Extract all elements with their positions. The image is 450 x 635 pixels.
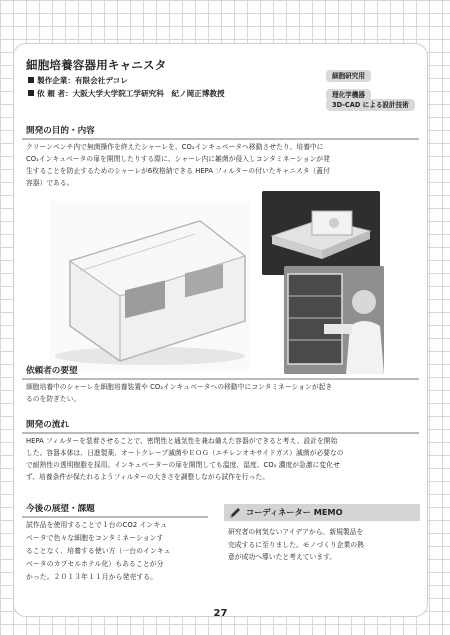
text-line: 意が成功へ導いたと考えています。 (228, 553, 337, 561)
memo-text (228, 526, 418, 564)
text-line: 完成するに至りました。モノづくり企業の熱 (228, 540, 364, 549)
text-line: 試作品を使用することで１台のCO2 インキュ (26, 521, 168, 529)
bullet-square-icon (28, 90, 34, 96)
section-heading-request: 依頼者の要望 (26, 366, 78, 376)
client-line (28, 88, 225, 99)
tag-technology: 3D-CAD による設計技術 (326, 99, 415, 111)
company-line (28, 75, 128, 86)
incubator-photo (284, 266, 384, 374)
section-heading-purpose: 開発の目的・内容 (26, 126, 95, 136)
text-line: るのを防ぎたい。 (26, 395, 81, 403)
memo-title (224, 504, 420, 521)
page-number: 27 (213, 608, 228, 619)
text-line: 研究者の何気ないアイデアから、新規製品を (228, 528, 364, 536)
page-title: 細胞培養容器用キャニスタ (26, 58, 167, 72)
tag-science-equipment: 理化学機器 (326, 89, 371, 101)
tag-cell-research: 細胞研究用 (326, 70, 371, 82)
client-text: 依 頼 者：大阪大学大学院工学研究科 紀ノ岡正博教授 (37, 89, 225, 98)
divider (22, 138, 419, 140)
text-line: CO₂インキュベータの扉を開閉したりする際に、シャーレ内に雑菌が侵入しコンタミネーションが発 (26, 155, 330, 163)
text-line: ることなく、培養する使い方（一台のインキュ (26, 547, 171, 555)
text-line: ベータで色々な細胞をコンタミネーションす (26, 534, 164, 542)
text-line: ず、培養条件が保たれるようフィルターの大きさを調整しながら試作を行った。 (26, 473, 270, 481)
section-heading-flow: 開発の流れ (26, 420, 69, 430)
company-text: 製作企業：有限会社デコレ (37, 76, 128, 85)
text-line: 容器）である。 (26, 179, 74, 187)
coordinator-memo (224, 504, 420, 588)
outlook-text (26, 519, 216, 584)
pencil-icon (228, 506, 242, 520)
tech-tag-wrap (326, 92, 415, 111)
text-line: で耐熱性の透明樹脂を採用。インキュベーターの扉を開閉しても温度、湿度、CO₂ 濃度が急激に変化せ (26, 461, 340, 469)
text-line: 細胞培養中のシャーレを細胞培養装置や CO₂インキュベータへの移動中にコンタミネーションが起き (26, 383, 333, 391)
request-text (26, 381, 416, 405)
memo-title-text: コーディネーター MEMO (246, 507, 343, 517)
page-panel (14, 44, 427, 619)
text-line: 生することを防止するためのシャーレが6枚格納できる HEPA フィルターの付いたキャニスタ（蓋付 (26, 167, 330, 175)
section-heading-outlook: 今後の展望・課題 (26, 504, 95, 514)
text-line: HEPA フィルターを装着させることで、密閉性と通気性を兼ね備えた容器ができると考え、設計を開始 (26, 437, 338, 445)
text-line: した。容器本体は、日進製薬、オートクレーブ滅菌やＥＯＧ（エチレンオキサイドガス）滅菌が必要なの (26, 449, 344, 457)
open-container-photo (262, 191, 380, 275)
bullet-square-icon (28, 77, 34, 83)
canister-photo (50, 201, 250, 371)
divider (22, 432, 419, 434)
divider (22, 378, 419, 380)
text-line: クリーンベンチ内で無菌操作を終えたシャーレを、CO₂インキュベータへ移動させたり、培養中に (26, 143, 324, 151)
flow-text (26, 435, 416, 483)
purpose-text (26, 141, 416, 189)
text-line: かった。２０１３年１１月から発売する。 (26, 573, 158, 581)
divider (22, 516, 208, 518)
text-line: ベータのカプセルホテル化）もあることが分 (26, 560, 164, 568)
